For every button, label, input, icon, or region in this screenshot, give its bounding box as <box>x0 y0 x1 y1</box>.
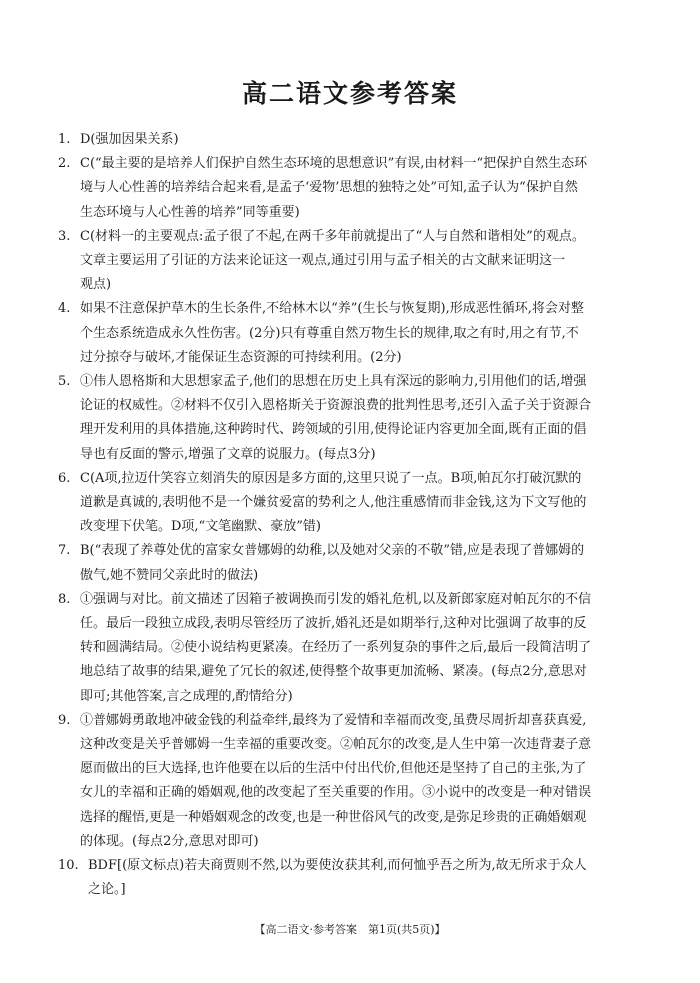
answer-text-line: 改变埋下伏笔。D项,“文笔幽默、豪放”错) <box>80 519 321 535</box>
answer-item <box>58 588 648 709</box>
answer-number: 8. <box>58 591 71 607</box>
answer-text-line: 傲气,她不赞同父亲此时的做法) <box>80 567 259 583</box>
answer-text-line: C(“最主要的是培养人们保护自然生态环境的思想意识”有误,由材料一“把保护自然生态环 <box>80 156 588 172</box>
answer-text-line: B(“表现了养尊处优的富家女普娜姆的幼稚,以及她对父亲的不敬”错,应是表现了普娜姆的 <box>80 543 585 559</box>
answer-item <box>58 152 648 225</box>
answer-item <box>58 128 648 152</box>
answer-text-line: ①强调与对比。前文描述了因箱子被调换而引发的婚礼危机,以及新郎家庭对帕瓦尔的不信 <box>80 591 592 607</box>
answer-text-line: 这种改变是关乎普娜姆一生幸福的重要改变。②帕瓦尔的改变,是人生中第一次违背妻子意 <box>80 737 592 753</box>
answer-number: 10. <box>58 858 79 874</box>
answer-text-line: 女儿的幸福和正确的婚姻观,他的改变起了至关重要的作用。③小说中的改变是一种对错误 <box>80 785 592 801</box>
answer-number: 5. <box>58 374 71 390</box>
answer-item <box>58 225 648 298</box>
answer-text-line: 过分掠夺与破坏,才能保证生态资源的可持续利用。(2分) <box>80 349 402 365</box>
answer-number: 6. <box>58 470 71 486</box>
answer-text-line: 愿而做出的巨大选择,也许他要在以后的生活中付出代价,但他还是坚持了自己的主张,为了 <box>80 761 587 777</box>
answer-text-line: ①伟人恩格斯和大思想家孟子,他们的思想在历史上具有深远的影响力,引用他们的话,增强 <box>80 374 587 390</box>
answer-text-line: 如果不注意保护草木的生长条件,不给林木以“养”(生长与恢复期),形成恶性循环,将会对整 <box>80 301 584 317</box>
answer-text-line: 论证的权威性。②材料不仅引入恩格斯关于资源浪费的批判性思考,还引入孟子关于资源合 <box>80 398 592 414</box>
answer-text-line: 转和圆满结局。②使小说结构更紧凑。在经历了一系列复杂的事件之后,最后一段简洁明了 <box>80 640 592 656</box>
answer-text-line: 个生态系统造成永久性伤害。(2分)只有尊重自然万物生长的规律,取之有时,用之有节,不 <box>80 325 579 341</box>
answer-item <box>58 467 648 540</box>
answer-text-line: 境与人心性善的培养结合起来看,是孟子‘爱物’思想的独特之处”可知,孟子认为“保护自然 <box>80 180 578 196</box>
answer-text-line: 选择的醒悟,更是一种婚姻观念的改变,也是一种世俗风气的改变,是弥足珍贵的正确婚姻观 <box>80 809 587 825</box>
answer-text-line: 生态环境与人心性善的培养”同等重要) <box>80 204 300 220</box>
page-title: 高二语文参考答案 <box>241 79 458 108</box>
answer-number: 4. <box>58 301 71 317</box>
answer-text-line: 地总结了故事的结果,避免了冗长的叙述,使得整个故事更加流畅、紧凑。(每点2分,意思对 <box>80 664 587 680</box>
answer-item <box>58 709 648 854</box>
page-footer: 【高二语文·参考答案 第1页(共5页)】 <box>254 923 446 936</box>
answer-text-line: 任。最后一段独立成段,表明尽管经历了波折,婚礼还是如期举行,这种对比强调了故事的反 <box>80 616 587 632</box>
answer-text-line: 的体现。(每点2分,意思对即可) <box>80 833 259 849</box>
answer-text-line: 导也有反面的警示,增强了文章的说服力。(每点3分) <box>80 446 376 462</box>
answer-item <box>58 539 648 587</box>
answer-item <box>58 370 648 467</box>
answer-text-line: ①普娜姆勇敢地冲破金钱的利益牵绊,最终为了爱情和幸福而改变,虽费尽周折却喜获真爱, <box>80 712 587 728</box>
answer-text-line: BDF[(原文标点)若夫商贾则不然,以为要使汝获其利,而何恤乎吾之所为,故无所求于众人 <box>88 858 587 874</box>
answer-number: 7. <box>58 543 71 559</box>
answer-number: 1. <box>58 132 71 147</box>
answer-text-line: 之论。] <box>88 882 126 898</box>
answer-text-line: 观点) <box>80 277 112 293</box>
answer-item <box>58 854 648 902</box>
answer-list <box>58 128 648 903</box>
answer-text-line: D(强加因果关系) <box>80 132 179 147</box>
answer-number: 3. <box>58 228 71 244</box>
answer-item <box>58 297 648 370</box>
answer-number: 2. <box>58 156 71 172</box>
answer-text-line: C(A项,拉迈什笑容立刻消失的原因是多方面的,这里只说了一点。B项,帕瓦尔打破沉默的 <box>80 470 582 486</box>
answer-text-line: C(材料一的主要观点:孟子很了不起,在两千多年前就提出了“人与自然和谐相处”的观点。 <box>80 228 585 244</box>
answer-text-line: 理开发利用的具体措施,这种跨时代、跨领域的引用,使得论证内容更加全面,既有正面的倡 <box>80 422 587 438</box>
answer-text-line: 文章主要运用了引证的方法来论证这一观点,通过引用与孟子相关的古文献来证明这一 <box>80 253 566 269</box>
answer-text-line: 即可;其他答案,言之成理的,酌情给分) <box>80 688 293 704</box>
answer-number: 9. <box>58 712 71 728</box>
answer-text-line: 道歉是真诚的,表明他不是一个嫌贫爱富的势利之人,他注重感情而非金钱,这为下文写他的 <box>80 495 587 511</box>
